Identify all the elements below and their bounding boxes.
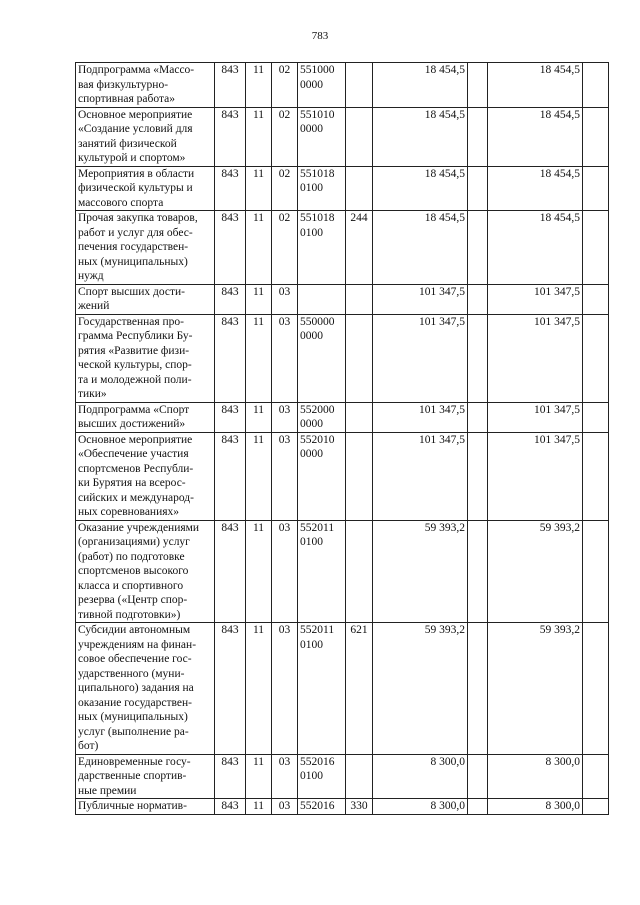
target-article-cell — [298, 63, 346, 108]
empty-cell — [583, 166, 609, 211]
ministry-code-cell: 843 — [215, 166, 246, 211]
section-code-cell: 11 — [246, 799, 272, 815]
section-code-cell: 11 — [246, 432, 272, 520]
row-name-cell-line: ки Бурятия на всерос- — [78, 477, 186, 489]
row-name-cell-line: физической культуры и — [78, 182, 193, 194]
target-article-cell — [298, 799, 346, 815]
target-article-cell — [298, 520, 346, 623]
expense-type-cell — [346, 402, 373, 432]
row-name-cell-line: ческой культуры, спор- — [78, 359, 192, 371]
target-article-cell — [298, 211, 346, 285]
amount-second-cell: 8 300,0 — [488, 754, 583, 799]
table-row — [76, 623, 609, 755]
expense-type-cell — [346, 754, 373, 799]
row-name-cell-line: та и молодежной поли- — [78, 373, 192, 386]
row-name-cell-line: культурой и спортом» — [78, 152, 186, 164]
empty-cell — [468, 211, 488, 285]
row-name-cell — [76, 623, 215, 755]
ministry-code-cell: 843 — [215, 623, 246, 755]
table-row — [76, 166, 609, 211]
subsection-code-cell: 03 — [272, 314, 298, 402]
row-name-cell-line: Государственная про- — [78, 315, 185, 328]
row-name-cell-line: ударственного (муни- — [78, 667, 185, 680]
row-name-cell — [76, 284, 215, 314]
ministry-code-cell: 843 — [215, 520, 246, 623]
amount-cell: 101 347,5 — [373, 314, 468, 402]
amount-second-cell: 18 454,5 — [488, 107, 583, 166]
empty-cell — [583, 284, 609, 314]
amount-second-cell: 18 454,5 — [488, 166, 583, 211]
subsection-code-cell: 02 — [272, 211, 298, 285]
target-article-cell-line: 0100 — [300, 182, 323, 194]
target-article-cell — [298, 107, 346, 166]
row-name-cell-line: Подпрограмма «Спорт — [78, 403, 190, 416]
expense-type-cell — [346, 314, 373, 402]
amount-second-cell: 8 300,0 — [488, 799, 583, 815]
empty-cell — [468, 314, 488, 402]
expense-type-cell — [346, 432, 373, 520]
target-article-cell-line: 552011 — [300, 624, 335, 636]
expense-type-cell — [346, 284, 373, 314]
empty-cell — [583, 314, 609, 402]
row-name-cell-line: работ и услуг для обес- — [78, 226, 193, 239]
subsection-code-cell: 03 — [272, 432, 298, 520]
empty-cell — [468, 284, 488, 314]
ministry-code-cell: 843 — [215, 432, 246, 520]
empty-cell — [583, 63, 609, 108]
amount-cell: 59 393,2 — [373, 623, 468, 755]
empty-cell — [468, 754, 488, 799]
amount-cell: 101 347,5 — [373, 432, 468, 520]
row-name-cell-line: высших достижений» — [78, 418, 186, 430]
amount-second-cell: 101 347,5 — [488, 314, 583, 402]
subsection-code-cell: 03 — [272, 754, 298, 799]
expense-type-cell — [346, 63, 373, 108]
ministry-code-cell: 843 — [215, 314, 246, 402]
amount-second-cell: 59 393,2 — [488, 520, 583, 623]
section-code-cell: 11 — [246, 166, 272, 211]
row-name-cell-line: Субсидии автономным — [78, 624, 191, 636]
ministry-code-cell: 843 — [215, 107, 246, 166]
expense-type-cell: 330 — [346, 799, 373, 815]
row-name-cell-line: «Обеспечение участия — [78, 448, 189, 460]
table-row — [76, 432, 609, 520]
amount-second-cell: 101 347,5 — [488, 432, 583, 520]
amount-cell: 59 393,2 — [373, 520, 468, 623]
subsection-code-cell: 02 — [272, 107, 298, 166]
table-row — [76, 402, 609, 432]
table-row — [76, 284, 609, 314]
expense-type-cell: 244 — [346, 211, 373, 285]
row-name-cell-line: ных соревнованиях» — [78, 506, 180, 518]
row-name-cell-line: занятий физической — [78, 137, 177, 150]
row-name-cell — [76, 799, 215, 815]
section-code-cell: 11 — [246, 623, 272, 755]
empty-cell — [468, 63, 488, 108]
row-name-cell-line: печения государствен- — [78, 241, 189, 253]
target-article-cell-line: 0100 — [300, 536, 323, 548]
target-article-cell — [298, 623, 346, 755]
amount-cell: 8 300,0 — [373, 754, 468, 799]
target-article-cell-line: 552016 — [300, 800, 335, 812]
row-name-cell-line: сийских и международ- — [78, 491, 194, 504]
empty-cell — [583, 520, 609, 623]
target-article-cell-line: 0100 — [300, 638, 323, 651]
budget-table — [75, 62, 609, 815]
table-row — [76, 314, 609, 402]
target-article-cell — [298, 166, 346, 211]
expense-type-cell — [346, 166, 373, 211]
row-name-cell-line: массового спорта — [78, 196, 164, 209]
row-name-cell-line: спортсменов Республи- — [78, 462, 194, 475]
target-article-cell-line: 551000 — [300, 64, 335, 76]
row-name-cell-line: дарственные спортив- — [78, 770, 187, 782]
ministry-code-cell: 843 — [215, 799, 246, 815]
target-article-cell-line: 551018 — [300, 167, 335, 180]
row-name-cell-line: услуг (выполнение ра- — [78, 725, 189, 738]
target-article-cell-line: 551010 — [300, 108, 335, 121]
section-code-cell: 11 — [246, 520, 272, 623]
expense-type-cell — [346, 520, 373, 623]
target-article-cell-line: 0000 — [300, 123, 323, 135]
row-name-cell-line: Прочая закупка товаров, — [78, 212, 198, 224]
row-name-cell-line: тивной подготовки») — [78, 608, 181, 621]
row-name-cell-line: рятия «Развитие физи- — [78, 344, 190, 357]
empty-cell — [583, 211, 609, 285]
section-code-cell: 11 — [246, 754, 272, 799]
row-name-cell-line: Публичные норматив- — [78, 800, 187, 812]
ministry-code-cell: 843 — [215, 284, 246, 314]
target-article-cell-line: 551018 — [300, 212, 335, 224]
row-name-cell-line: ные премии — [78, 784, 137, 797]
target-article-cell — [298, 754, 346, 799]
amount-cell: 8 300,0 — [373, 799, 468, 815]
empty-cell — [583, 754, 609, 799]
subsection-code-cell: 03 — [272, 799, 298, 815]
subsection-code-cell: 02 — [272, 166, 298, 211]
row-name-cell-line: оказание государствен- — [78, 696, 192, 709]
empty-cell — [468, 107, 488, 166]
ministry-code-cell: 843 — [215, 63, 246, 108]
row-name-cell-line: Мероприятия в области — [78, 167, 195, 180]
target-article-cell-line: 552010 — [300, 433, 335, 446]
target-article-cell-line: 0100 — [300, 770, 323, 782]
ministry-code-cell: 843 — [215, 402, 246, 432]
subsection-code-cell: 03 — [272, 402, 298, 432]
amount-second-cell: 101 347,5 — [488, 402, 583, 432]
empty-cell — [468, 432, 488, 520]
row-name-cell-line: жений — [78, 300, 110, 312]
row-name-cell-line: грамма Республики Бу- — [78, 330, 193, 342]
section-code-cell: 11 — [246, 211, 272, 285]
row-name-cell — [76, 402, 215, 432]
amount-second-cell: 18 454,5 — [488, 211, 583, 285]
section-code-cell: 11 — [246, 284, 272, 314]
ministry-code-cell: 843 — [215, 754, 246, 799]
row-name-cell-line: Единовременные госу- — [78, 755, 191, 768]
target-article-cell-line: 552011 — [300, 521, 335, 534]
table-row — [76, 799, 609, 815]
row-name-cell-line: вая физкультурно- — [78, 78, 169, 91]
amount-cell: 101 347,5 — [373, 402, 468, 432]
table-row — [76, 754, 609, 799]
subsection-code-cell: 02 — [272, 63, 298, 108]
amount-cell: 101 347,5 — [373, 284, 468, 314]
row-name-cell — [76, 520, 215, 623]
amount-cell: 18 454,5 — [373, 63, 468, 108]
empty-cell — [583, 799, 609, 815]
amount-second-cell: 59 393,2 — [488, 623, 583, 755]
target-article-cell-line: 552016 — [300, 755, 335, 768]
section-code-cell: 11 — [246, 107, 272, 166]
amount-cell: 18 454,5 — [373, 107, 468, 166]
table-row — [76, 520, 609, 623]
target-article-cell — [298, 284, 346, 314]
target-article-cell — [298, 432, 346, 520]
row-name-cell-line: «Создание условий для — [78, 123, 193, 135]
row-name-cell-line: бот) — [78, 740, 99, 752]
table-body — [76, 63, 609, 815]
amount-second-cell: 101 347,5 — [488, 284, 583, 314]
row-name-cell-line: (работ) по подготовке — [78, 550, 185, 563]
empty-cell — [468, 623, 488, 755]
target-article-cell-line: 0100 — [300, 226, 323, 239]
row-name-cell-line: Спорт высших дости- — [78, 285, 185, 298]
target-article-cell-line: 0000 — [300, 448, 323, 460]
target-article-cell-line: 550000 — [300, 315, 335, 328]
row-name-cell-line: Подпрограмма «Массо- — [78, 64, 195, 76]
target-article-cell-line: 0000 — [300, 418, 323, 430]
empty-cell — [468, 799, 488, 815]
amount-second-cell: 18 454,5 — [488, 63, 583, 108]
row-name-cell — [76, 754, 215, 799]
row-name-cell — [76, 211, 215, 285]
target-article-cell-line: 552000 — [300, 403, 335, 416]
empty-cell — [583, 107, 609, 166]
table-row — [76, 107, 609, 166]
subsection-code-cell: 03 — [272, 520, 298, 623]
empty-cell — [468, 520, 488, 623]
row-name-cell-line: класса и спортивного — [78, 579, 184, 592]
empty-cell — [583, 432, 609, 520]
amount-cell: 18 454,5 — [373, 166, 468, 211]
row-name-cell — [76, 432, 215, 520]
section-code-cell: 11 — [246, 63, 272, 108]
row-name-cell-line: ципального) задания на — [78, 682, 194, 694]
empty-cell — [583, 623, 609, 755]
row-name-cell-line: спортсменов высокого — [78, 565, 189, 577]
empty-cell — [468, 166, 488, 211]
expense-type-cell: 621 — [346, 623, 373, 755]
subsection-code-cell: 03 — [272, 284, 298, 314]
subsection-code-cell: 03 — [272, 623, 298, 755]
row-name-cell-line: Оказание учреждениями — [78, 521, 200, 534]
row-name-cell-line: (организациями) услуг — [78, 536, 190, 548]
section-code-cell: 11 — [246, 402, 272, 432]
empty-cell — [468, 402, 488, 432]
section-code-cell: 11 — [246, 314, 272, 402]
amount-cell: 18 454,5 — [373, 211, 468, 285]
row-name-cell-line: нужд — [78, 270, 104, 282]
ministry-code-cell: 843 — [215, 211, 246, 285]
row-name-cell-line: Основное мероприятие — [78, 433, 193, 446]
expense-type-cell — [346, 107, 373, 166]
row-name-cell-line: ных (муниципальных) — [78, 711, 188, 723]
target-article-cell-line: 0000 — [300, 78, 323, 91]
row-name-cell-line: резерва («Центр спор- — [78, 594, 188, 606]
target-article-cell — [298, 402, 346, 432]
row-name-cell — [76, 107, 215, 166]
target-article-cell — [298, 314, 346, 402]
empty-cell — [583, 402, 609, 432]
row-name-cell-line: совое обеспечение гос- — [78, 653, 192, 665]
row-name-cell-line: тики» — [78, 388, 107, 400]
page-number: 783 — [311, 30, 329, 42]
table-row — [76, 211, 609, 285]
row-name-cell-line: учреждениям на финан- — [78, 638, 197, 651]
row-name-cell-line: Основное мероприятие — [78, 108, 193, 121]
row-name-cell — [76, 314, 215, 402]
target-article-cell-line: 0000 — [300, 330, 323, 342]
row-name-cell-line: спортивная работа» — [78, 93, 175, 105]
row-name-cell — [76, 166, 215, 211]
table-row — [76, 63, 609, 108]
row-name-cell-line: ных (муниципальных) — [78, 255, 188, 268]
row-name-cell — [76, 63, 215, 108]
